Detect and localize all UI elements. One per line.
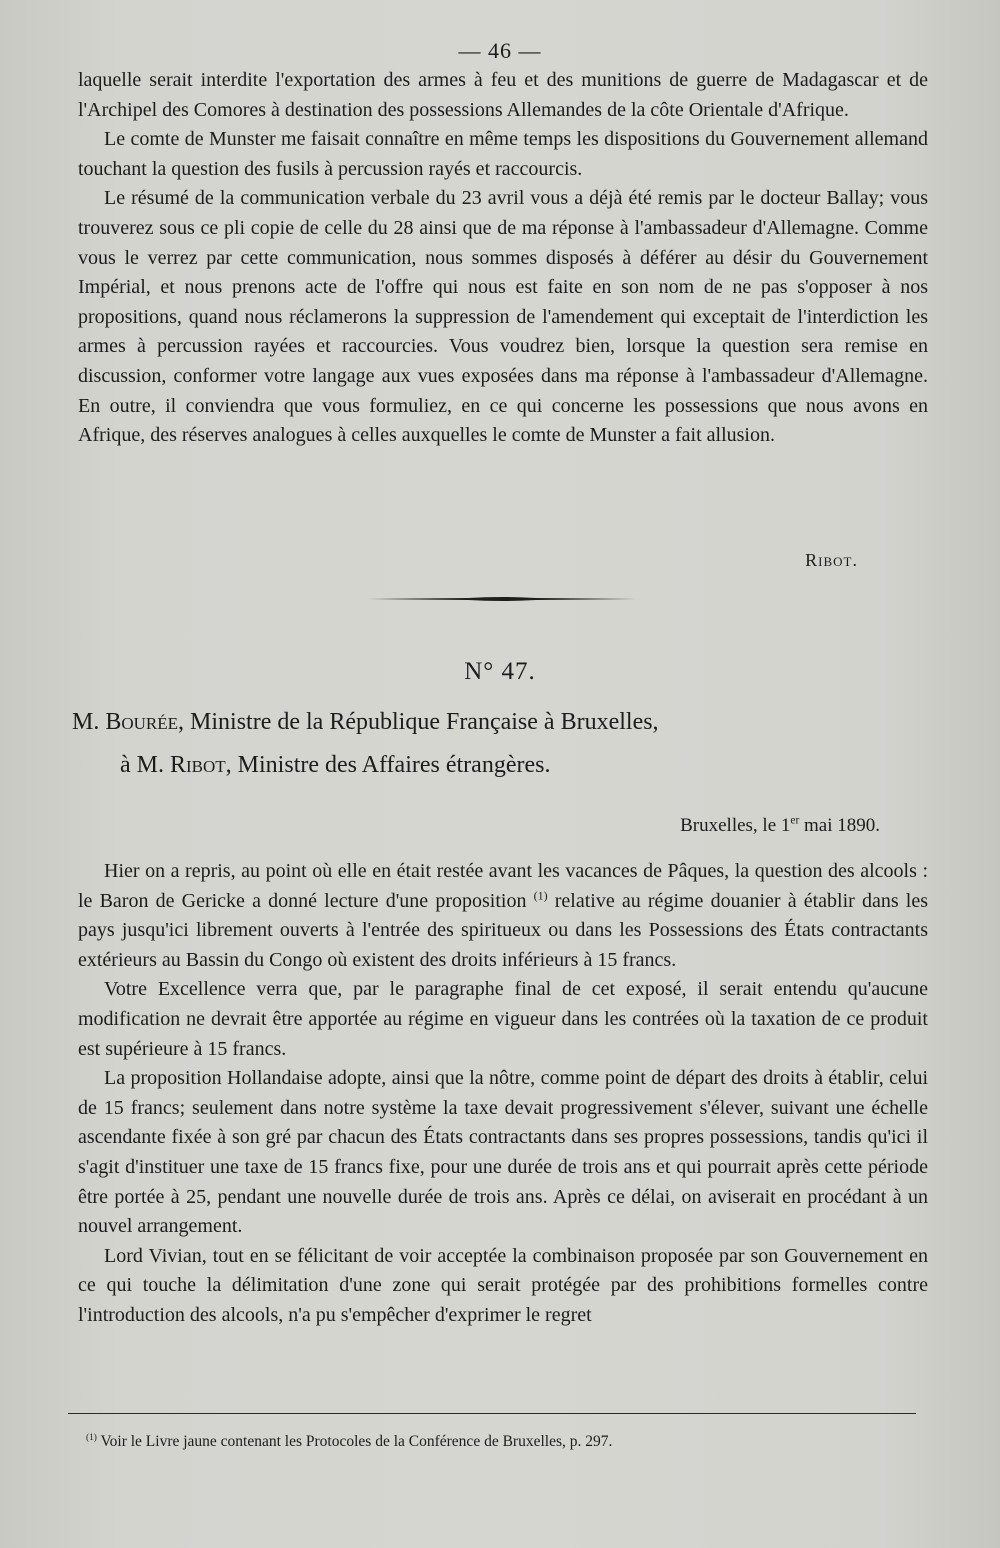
footnote-reference: (1) (533, 887, 548, 902)
paragraph: laquelle serait interdite l'exportation des armes à feu et des munitions de guerre de Madagascar et de l'Archipel des Comores à destination des possessions Allemandes de la côte Orientale d'Afrique. (78, 69, 928, 121)
document-number: N° 47. (464, 658, 536, 685)
dateline-place: Bruxelles, le 1 (680, 815, 791, 836)
heading-prefix: M. (72, 709, 106, 735)
footnote-divider (68, 1413, 916, 1414)
heading-prefix: à M. (120, 752, 170, 778)
paragraph: Votre Excellence verra que, par le paragraphe final de cet exposé, il serait entendu qu'aucune modification ne devrait être apportée au régime en vigueur dans les contrées où la taxation de ce produit est supérieure à 15 francs. (78, 978, 928, 1060)
footnote-text: Voir le Livre jaune contenant les Protocoles de la Conférence de Bruxelles, p. 297. (96, 1433, 613, 1450)
recipient-name: Ribot (170, 752, 226, 778)
section-divider-rule (368, 595, 636, 603)
dateline-ordinal: er (790, 814, 800, 827)
dateline (680, 815, 880, 837)
letter-continuation (78, 66, 928, 451)
sender-heading (72, 707, 659, 737)
signature: Ribot. (805, 550, 858, 570)
recipient-heading (120, 750, 550, 780)
recipient-title: , Ministre des Affaires étrangères. (225, 752, 551, 778)
sender-title: , Ministre de la République Française à Bruxelles, (178, 709, 659, 735)
paragraph: Hier on a repris, au point où elle en était restée avant les vacances de Pâques, la question des alcools : le Baron de Gericke a donné lecture d'une proposition $^{(1)}$ relative au régime douanier à établir dans les pays jusqu'ici librement ouverts à l'entrée des spiritueux ou dans les Possessions des États contractants extérieurs au Bassin du Congo où existent des droits inférieurs à 15 francs. (78, 860, 928, 971)
paragraph: Le comte de Munster me faisait connaître en même temps les dispositions du Gouvernement allemand touchant la question des fusils à percussion rayés et raccourcis. (78, 128, 928, 180)
dateline-date: mai 1890. (799, 815, 880, 836)
letter-body (78, 857, 928, 1331)
paragraph: La proposition Hollandaise adopte, ainsi que la nôtre, comme point de départ des droits à établir, celui de 15 francs; seulement dans notre système la taxe devait progressivement s'élever, suivant une échelle ascendante fixée à son gré par chacun des États contractants dans ses propres possessions, tandis qu'ici il s'agit d'instituer une taxe de 15 francs fixe, pour une durée de trois ans et qui pourrait après cette période être portée à 25, pendant une nouvelle durée de trois ans. Après ce délai, on aviserait en procédant à un nouvel arrangement. (78, 1067, 928, 1238)
page-number: — 46 — (458, 38, 542, 63)
footnote-marker: (1) (86, 1432, 97, 1443)
footnote (86, 1433, 612, 1451)
sender-name: Bourée (105, 709, 179, 735)
paragraph: Le résumé de la communication verbale du 23 avril vous a déjà été remis par le docteur Ballay; vous trouverez sous ce pli copie de celle du 28 ainsi que de ma réponse à l'ambassadeur d'Allemagne. Comme vous le verrez par cette communication, nous sommes disposés à déférer au désir du Gouvernement Impérial, et nous prenons acte de l'offre qui nous est faite en son nom de ne pas s'opposer à nos propositions, quand nous réclamerons la suppression de l'amendement qui exceptait de l'interdiction les armes à percussion rayées et raccourcies. Vous voudrez bien, lorsque la question sera remise en discussion, conformer votre langage aux vues exposées dans ma réponse à l'ambassadeur d'Allemagne. En outre, il conviendra que vous formuliez, en ce qui concerne les possessions que nous avons en Afrique, des réserves analogues à celles auxquelles le comte de Munster a fait allusion. (78, 187, 928, 447)
paragraph: Lord Vivian, tout en se félicitant de voir acceptée la combinaison proposée par son Gouvernement en ce qui touche la délimitation d'une zone qui serait protégée par des prohibitions formelles contre l'introduction des alcools, n'a pu s'empêcher d'exprimer le regret (78, 1244, 928, 1326)
